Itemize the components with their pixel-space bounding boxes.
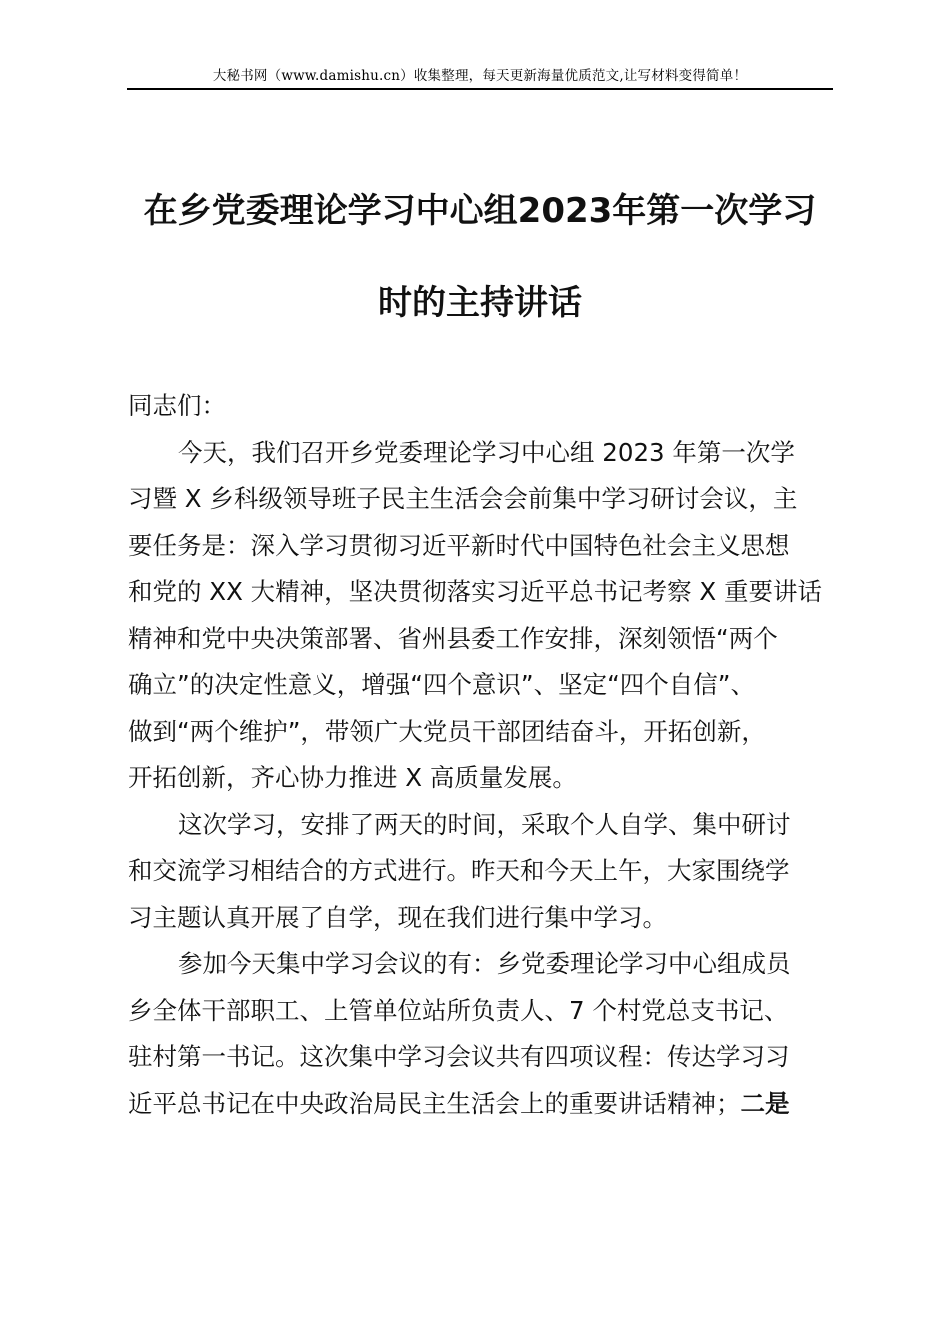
paragraph-1-line: 要任务是：深入学习贯彻习近平新时代中国特色社会主义思想 [128, 530, 790, 560]
paragraph-1-line: 开拓创新，齐心协力推进 X 高质量发展。 [128, 763, 577, 792]
paragraph-2-line: 这次学习，安排了两天的时间，采取个人自学、集中研讨 [178, 809, 791, 839]
last-line-bold-text: 二是 [740, 1088, 790, 1118]
title-line-1: 在乡党委理论学习中心组2023年第一次学习 [143, 191, 817, 231]
paragraph-1-line: 习暨 X 乡科级领导班子民主生活会会前集中学习研讨会议，主 [128, 484, 798, 513]
paragraph-3-last-line [128, 1086, 838, 1122]
paragraph-1-line: 精神和党中央决策部署、省州县委工作安排，深刻领悟“两个 [128, 623, 778, 653]
paragraph-1-line: 和党的 XX 大精神，坚决贯彻落实习近平总书记考察 X 重要讲话 [128, 577, 823, 606]
paragraph-2-line: 习主题认真开展了自学，现在我们进行集中学习。 [128, 902, 667, 932]
paragraph-1-line: 今天，我们召开乡党委理论学习中心组 2023 年第一次学 [178, 437, 795, 467]
paragraph-3-line: 参加今天集中学习会议的有：乡党委理论学习中心组成员 [178, 949, 791, 978]
title-line-2: 时的主持讲话 [378, 283, 582, 323]
header-watermark: 大秘书网（www.damishu.cn）收集整理，每天更新海量优质范文,让写材料变得简单！ [127, 66, 833, 90]
paragraph-2-line: 和交流学习相结合的方式进行。昨天和今天上午，大家围绕学 [128, 856, 790, 885]
document-body [128, 388, 838, 1132]
salutation: 同志们： [128, 391, 226, 420]
last-line-text: 近平总书记在中央政治局民主生活会上的重要讲话精神； [128, 1088, 741, 1118]
document-title [127, 192, 833, 376]
paragraph-1-line: 做到“两个维护”，带领广大党员干部团结奋斗，开拓创新， [128, 716, 766, 746]
paragraph-1-line: 确立”的决定性意义，增强“四个意识”、坚定“四个自信”、 [128, 670, 755, 699]
paragraph-3-line: 乡全体干部职工、上管单位站所负责人、7 个村党总支书记、 [128, 995, 789, 1025]
paragraph-3-line: 驻村第一书记。这次集中学习会议共有四项议程：传达学习习 [128, 1042, 790, 1071]
